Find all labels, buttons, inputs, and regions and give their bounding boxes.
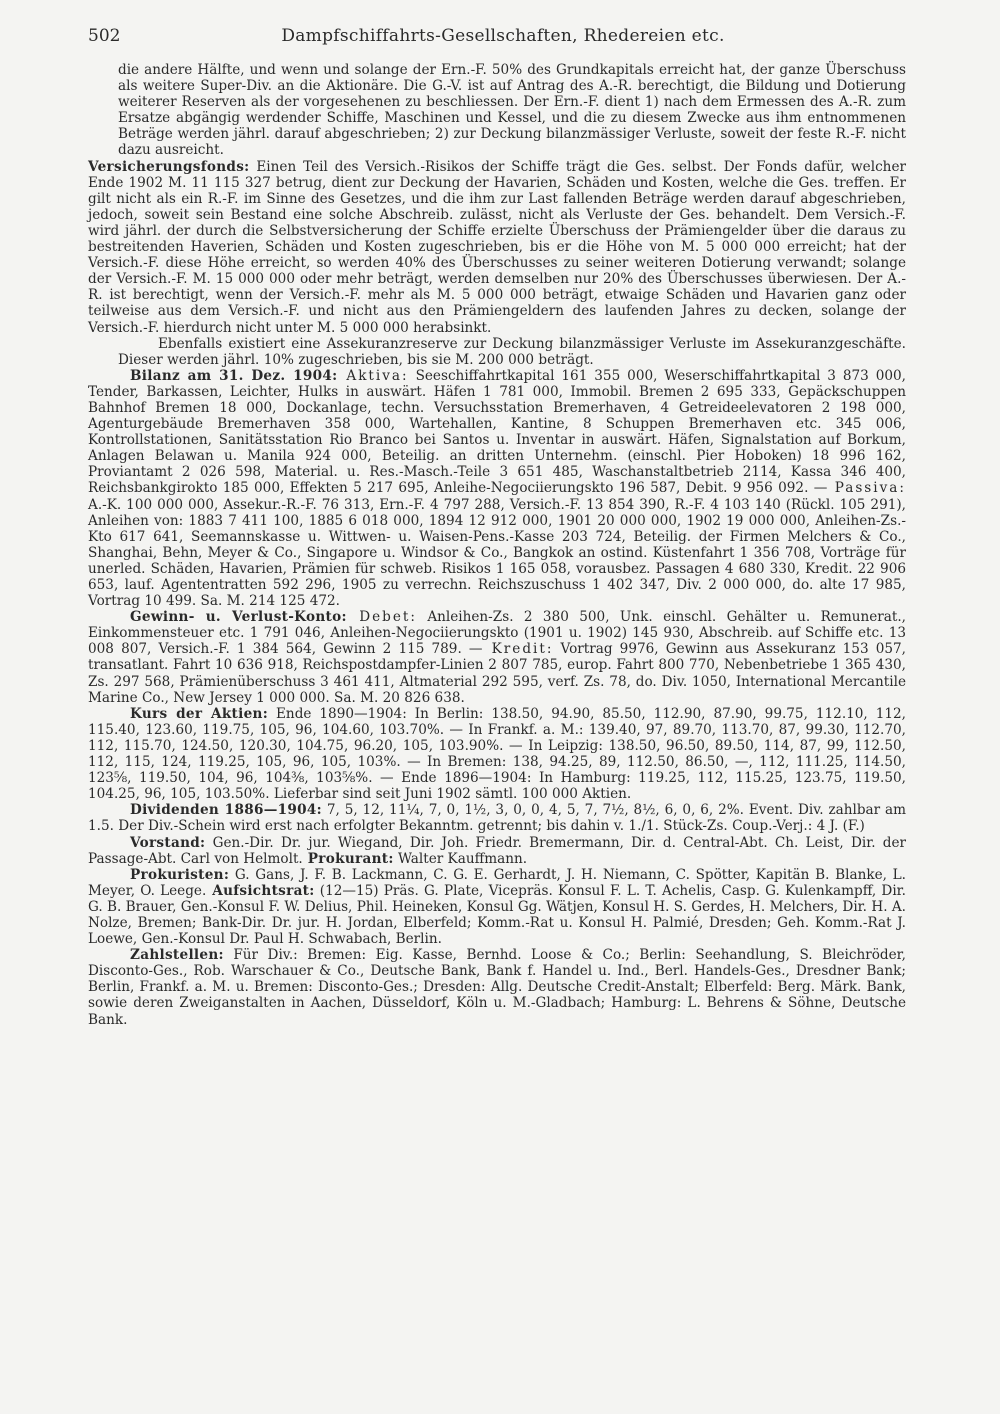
keyword-bilanz: Bilanz am 31. Dez. 1904: [130, 367, 338, 384]
paragraph-versicherungsfonds: Versicherungsfonds: Einen Teil des Versich.-Risikos der Schiffe trägt die Ges. selbst. Der Fonds dafür, welcher Ende 1902 M. 11 115 327 betrug, dient zur Deckung der Havarien, Schäden und Kosten, welche die Ges. treffen. Er gilt nicht als ein R.-F. im Sinne des Gesetzes, und die ihm zur Last fallenden Beträge werden darauf abgeschrieben, jedoch, soweit sein Bestand eine solche Abschreib. zulässt, nicht als Verluste der Ges. behandelt. Dem Versich.-F. wird jährl. der durch die Selbstversicherung der Schiffe erzielte Überschuss der Prämiengelder über die daraus zu bestreitenden Haverien, Schäden und Kosten zugeschrieben, bis er die Höhe von M. 5 000 000 erreicht; hat der Versich.-F. diese Höhe erreicht, so werden 40% des Überschusses zu seiner weiteren Dotierung verwandt; solange der Versich.-F. M. 15 000 000 oder mehr beträgt, werden demselben nur 20% des Überschusses überwiesen. Der A.-R. ist berechtigt, wenn der Versich.-F. mehr als M. 5 000 000 beträgt, etwaige Schäden und Havarien ganz oder teilweise aus dem Versich.-F. und nicht aus den Prämiengeldern des laufenden Jahres zu decken, solange der Versich.-F. hierdurch nicht unter M. 5 000 000 herabsinkt. [88, 158, 906, 336]
running-title: Dampfschiffahrts-Gesellschaften, Rhedereien etc. [281, 26, 725, 46]
paragraph-bilanz: Bilanz am 31. Dez. 1904: Aktiva: Seeschiffahrtkapital 161 355 000, Weserschiffahrtkapital 3 873 000, Tender, Barkassen, Leichter, Hulks in auswärt. Häfen 1 781 000, Immobil. Bremen 2 695 333, Gepäckschuppen Bahnhof Bremen 18 000, Dockanlage, techn. Versuchsstation Bremerhaven, 4 Getreideelevatoren 2 198 000, Agenturgebäude Bremerhaven 358 000, Wartehallen, Kantine, 8 Schuppen Bremerhaven etc. 345 006, Kontrollstationen, Sanitätsstation Rio Branco bei Santos u. Inventar in auswärt. Häfen, Signalstation auf Borkum, Anlagen Belawan u. Manila 924 000, Beteilig. an dritten Unternehm. (einschl. Pier Hoboken) 18 996 162, Proviantamt 2 026 598, Material. u. Res.-Masch.-Teile 3 651 485, Waschanstaltbetrieb 2114, Kassa 346 400, Reichsbankgirokto 185 000, Effekten 5 217 695, Anleihe-Negociierungskto 196 587, Debit. 9 956 092. — Passiva: A.-K. 100 000 000, Assekur.-R.-F. 76 313, Ern.-F. 4 797 288, Versich.-F. 13 854 390, R.-F. 4 103 140 (Rückl. 105 291), Anleihen von: 1883 7 411 100, 1885 6 018 000, 1894 12 912 000, 1901 20 000 000, 1902 19 000 000, Anleihen-Zs.-Kto 617 641, Seemannskasse u. Wittwen- u. Waisen-Pens.-Kasse 203 724, Beteilig. der Firmen Melchers & Co., Shanghai, Behn, Meyer & Co., Singapore u. Windsor & Co., Bangkok an ostind. Küstenfahrt 1 356 708, Vorträge für unerled. Schäden, Havarien, Prämien für schweb. Risikos 1 165 058, vorausbez. Passagen 4 680 330, Kredit. 22 906 653, lauf. Agententratten 592 296, 1905 zu verrechn. Reichszuschuss 1 402 347, Div. 2 000 000, do. alte 17 985, Vortrag 10 499. Sa. M. 214 125 472. [88, 367, 906, 610]
page [88, 22, 918, 54]
paragraph-fonds-rules: die andere Hälfte, und wenn und solange der Ern.-F. 50% des Grundkapitals erreicht hat, der ganze Überschuss als weitere Super-Div. an die Aktionäre. Die G.-V. ist auf Antrag des A.-R. berechtigt, die Bildung und Dotierung weiterer Reserven als der vorgesehenen zu beschliessen. Der Ern.-F. dient 1) nach dem Ermessen des A.-R. zum Ersatze abgängig werdender Schiffe, Maschinen und Kessel, und die zu diesem Zwecke aus ihm entnommenen Beträge werden jährl. darauf abgeschrieben; 2) zur Deckung bilanzmässiger Verluste, soweit der feste R.-F. nicht dazu ausreicht. [118, 62, 906, 159]
label-debet: Debet: [346, 609, 417, 626]
keyword-prokuristen: Prokuristen: [130, 866, 230, 883]
keyword-aufsichtsrat: Aufsichtsrat: [206, 882, 315, 899]
label-aktiva: Aktiva: [337, 367, 409, 384]
keyword-prokurant: Prokurant: [302, 850, 394, 867]
label-passiva: Passiva: [827, 480, 906, 497]
keyword-versicherungsfonds: Versicherungsfonds: [88, 158, 250, 175]
paragraph-zahlstellen: Zahlstellen: Für Div.: Bremen: Eig. Kasse, Bernhd. Loose & Co.; Berlin: Seehandlung, S. Bleichröder, Disconto-Ges., Rob. Warschauer & Co., Deutsche Bank, Bank f. Handel u. Ind., Berl. Handels-Ges., Dresdner Bank; Berlin, Frankf. a. M. u. Bremen: Disconto-Ges.; Dresden: Allg. Deutsche Credit-Anstalt; Elberfeld: Berg. Märk. Bank, sowie deren Zweiganstalten in Aachen, Düsseldorf, Köln u. M.-Gladbach; Hamburg: L. Behrens & Söhne, Deutsche Bank. [88, 947, 906, 1028]
keyword-gewinn-verlust: Gewinn- u. Verlust-Konto: [130, 609, 347, 626]
label-kredit: Kredit: [482, 641, 554, 658]
page-number: 502 [88, 26, 121, 46]
paragraph-kurs: Kurs der Aktien: Ende 1890—1904: In Berlin: 138.50, 94.90, 85.50, 112.90, 87.90, 99.75, 112.10, 112, 115.40, 123.60, 119.75, 105, 96, 104.60, 103.70%. — In Frankf. a. M.: 139.40, 97, 89.70, 113.70, 87, 99.30, 112.70, 112, 115.70, 124.50, 120.30, 104.75, 96.20, 105, 103.90%. — In Leipzig: 138.50, 96.50, 89.50, 114, 87, 99, 112.50, 112, 115, 124, 119.25, 105, 96, 105, 103%. — In Bremen: 138, 94.25, 89, 112.50, 86.50, —, 112, 111.25, 114.50, 123⅝, 119.50, 104, 96, 104⅜, 103⅝%. — Ende 1896—1904: In Hamburg: 119.25, 112, 115.25, 123.75, 119.50, 104.25, 96, 105, 103.50%. Lieferbar sind seit Juni 1902 sämtl. 100 000 Aktien. [88, 705, 906, 803]
keyword-kurs: Kurs der Aktien: [130, 705, 269, 722]
paragraph-gewinn-verlust: Gewinn- u. Verlust-Konto: Debet: Anleihen-Zs. 2 380 500, Unk. einschl. Gehälter u. Remunerat., Einkommensteuer etc. 1 791 046, Anleihen-Negociierungskto (1901 u. 1902) 145 930, Abschreib. auf Schiffe etc. 13 008 807, Versich.-F. 1 384 564, Gewinn 2 115 789. — Kredit: Vortrag 9976, Gewinn aus Assekuranz 153 057, transatlant. Fahrt 10 636 918, Reichspostdampfer-Linien 2 807 785, europ. Fahrt 800 770, Nebenbetriebe 1 365 430, Zs. 297 568, Prämienüberschuss 3 461 411, Altmaterial 292 595, verf. Zs. 78, do. Div. 1050, International Mercantile Marine Co., New Jersey 1 000 000. Sa. M. 20 826 638. [88, 609, 906, 706]
paragraph-prokuristen: Prokuristen: G. Gans, J. F. B. Lackmann, C. G. E. Gerhardt, J. H. Niemann, C. Spötter, Kapitän B. Blanke, L. Meyer, O. Leege. Aufsichtsrat: (12—15) Präs. G. Plate, Vicepräs. Konsul F. L. T. Achelis, Casp. G. Kulenkampff, Dir. G. B. Brauer, Gen.-Konsul F. W. Delius, Phil. Heineken, Konsul Gg. Wätjen, Konsul H. S. Gerdes, H. Melchers, Dir. H. A. Nolze, Bremen; Bank-Dir. Dr. jur. H. Jordan, Elberfeld; Komm.-Rat u. Konsul H. Palmié, Dresden; Geh. Komm.-Rat J. Loewe, Gen.-Konsul Dr. Paul H. Schwabach, Berlin. [88, 866, 907, 948]
paragraph-assekuranzreserve: Ebenfalls existiert eine Assekuranzreserve zur Deckung bilanzmässiger Verluste im Assekuranzgeschäfte. Dieser werden jährl. 10% zugeschrieben, bis sie M. 200 000 beträgt. [118, 335, 906, 368]
text-body [88, 62, 907, 1028]
keyword-vorstand: Vorstand: [130, 834, 206, 851]
paragraph-vorstand: Vorstand: Gen.-Dir. Dr. jur. Wiegand, Dir. Joh. Friedr. Bremermann, Dir. d. Central-Abt. Ch. Leist, Dir. der Passage-Abt. Carl von Helmolt. Prokurant: Walter Kauffmann. [88, 834, 906, 867]
paragraph-dividenden: Dividenden 1886—1904: 7, 5, 12, 11¼, 7, 0, 1½, 3, 0, 0, 4, 5, 7, 7½, 8½, 6, 0, 6, 2%. Event. Div. zahlbar am 1.5. Der Div.-Schein wird erst nach erfolgter Bekanntm. getrennt; bis dahin v. 1./1. Stück-Zs. Coup.-Verj.: 4 J. (F.) [88, 802, 907, 835]
running-header [88, 22, 918, 54]
keyword-zahlstellen: Zahlstellen: [130, 947, 224, 964]
keyword-dividenden: Dividenden 1886—1904: [130, 802, 322, 819]
